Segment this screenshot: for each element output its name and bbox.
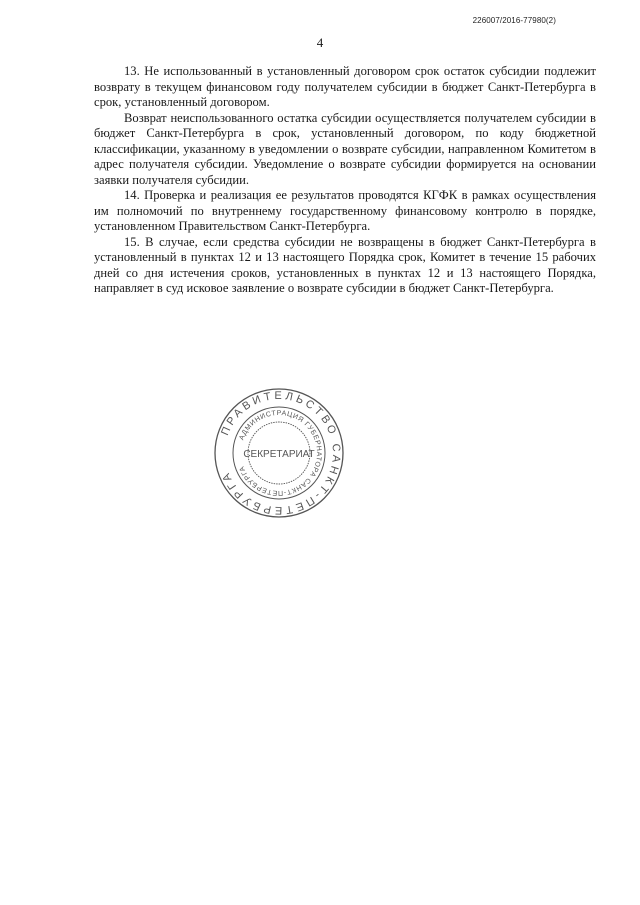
seal-center-text: СЕКРЕТАРИАТ <box>243 449 315 460</box>
paragraph-13: 13. Не использованный в установленный договором срок остаток субсидии подлежит возврату в текущем финансовом году получателем субсидии в бюджет Санкт-Петербурга в срок, установленный договором. <box>94 64 596 109</box>
svg-text:АДМИНИСТРАЦИЯ ГУБЕРНАТОРА САНК: АДМИНИСТРАЦИЯ ГУБЕРНАТОРА САНКТ-ПЕТЕРБУРГА <box>238 409 323 497</box>
document-code: 226007/2016-77980(2) <box>472 16 556 25</box>
paragraph-13-continued: Возврат неиспользованного остатка субсидии осуществляется получателем субсидии в бюджет Санкт-Петербурга в срок, установленный договором, по коду бюджетной классификации, указанному в уведомлении о возврате субсидии, направленном Комитетом в адрес получателя субсидии. Уведомление о возврате субсидии формируется на основании заявки получателя субсидии. <box>94 110 596 187</box>
paragraph-15: 15. В случае, если средства субсидии не возвращены в бюджет Санкт-Петербурга в установленный в пунктах 12 и 13 настоящего Порядка срок, Комитет в течение 15 рабочих дней со дня истечения сроков, установленных в пунктах 12 и 13 настоящего Порядка, направляет в суд исковое заявление о возврате субсидии в бюджет Санкт-Петербурга. <box>94 234 596 295</box>
document-body <box>94 64 596 297</box>
svg-text:ПРАВИТЕЛЬСТВО САНКТ-ПЕТЕРБУРГА: ПРАВИТЕЛЬСТВО САНКТ-ПЕТЕРБУРГА <box>219 389 343 517</box>
seal-graphic <box>212 386 346 520</box>
paragraph-14: 14. Проверка и реализация ее результатов проводятся КГФК в рамках осуществления им полномочий по внутреннему государственному финансовому контролю в порядке, установленном Правительством Санкт-Петербурга. <box>94 188 596 233</box>
page-number: 4 <box>316 35 324 50</box>
official-seal <box>212 386 346 520</box>
